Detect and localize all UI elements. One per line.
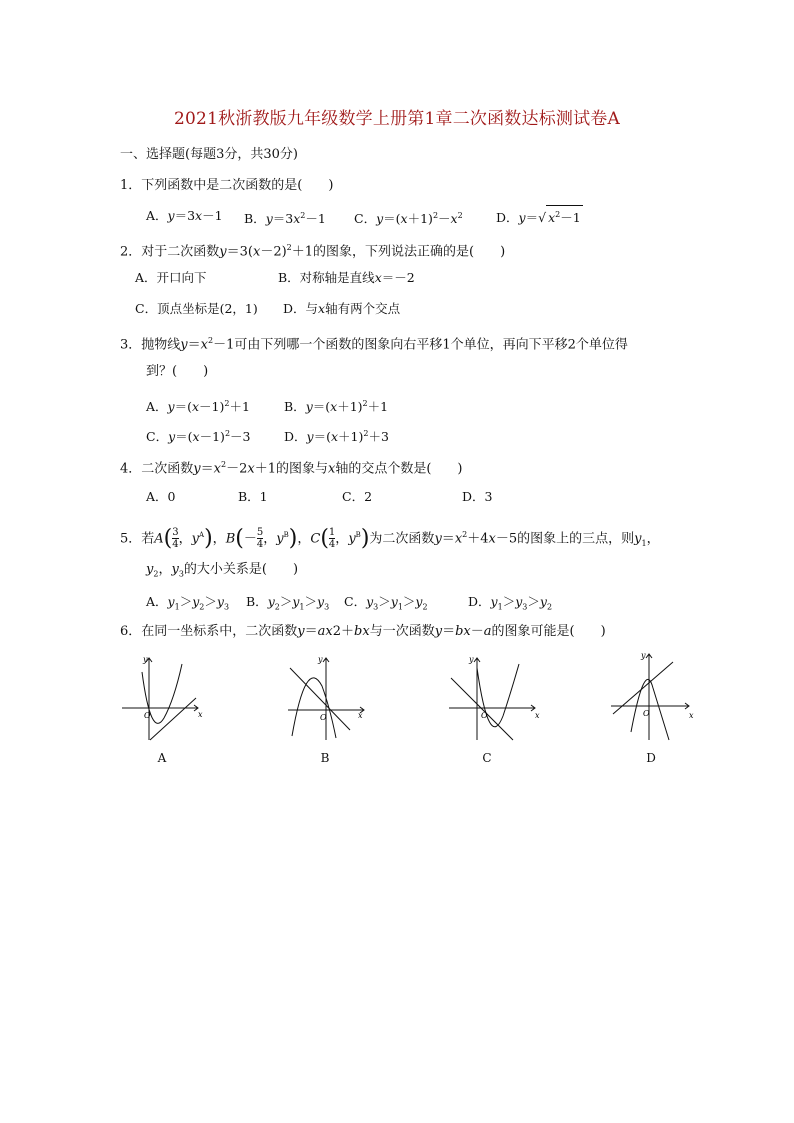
- svg-text:O: O: [481, 711, 488, 720]
- graph-b-label: B: [320, 751, 330, 765]
- question-4-stem: 4．二次函数$y=x^2-2x+1$的图象与x轴的交点个数是( ): [120, 460, 463, 477]
- q5-option-b[interactable]: B．$y_2>y_1>y_3$: [246, 594, 330, 612]
- question-6-stem: 6．在同一坐标系中，二次函数y＝ax2＋bx与一次函数y＝bx－a的图象可能是( ): [120, 624, 606, 639]
- q5-option-c[interactable]: C．$y_3>y_1>y_2$: [344, 594, 428, 612]
- q2-option-c[interactable]: C．顶点坐标是(2，1): [135, 301, 258, 316]
- q1-option-d[interactable]: D．y＝√ $x^2-1$: [496, 205, 583, 227]
- graph-a-label: A: [157, 751, 167, 765]
- svg-text:x: x: [535, 711, 540, 720]
- question-2-stem: 2．对于二次函数$y=3(x-2)^2+1$的图象，下列说法正确的是( ): [120, 243, 506, 260]
- q1-option-a[interactable]: A．y＝3x－1: [146, 208, 223, 223]
- q4-option-c[interactable]: C．2: [342, 489, 373, 504]
- question-3-stem: 3．抛物线$y=x^2-1$可由下列哪一个函数的图象向右平移1个单位，再向下平移2个单位得: [120, 336, 628, 353]
- graph-a[interactable]: [120, 652, 206, 742]
- graph-c-label: C: [482, 751, 492, 765]
- q2-option-d[interactable]: D．与x轴有两个交点: [283, 301, 401, 316]
- svg-text:O: O: [643, 709, 650, 718]
- graph-d[interactable]: [609, 648, 699, 742]
- line: [150, 698, 196, 740]
- q4-option-b[interactable]: B．1: [238, 489, 268, 504]
- svg-text:x: x: [358, 711, 363, 720]
- q4-option-a[interactable]: A．0: [146, 489, 176, 504]
- svg-text:y: y: [318, 655, 323, 664]
- question-5-stem: 5．若A( $\frac{3}{4}$ ，$y^A$)，B(－ $\frac{5}{4}$ ，$y^B$)，C( $\frac{1}{4}$ ，$y^B$)为二次函数$y=x^2+4x-5$的图象上的三点，则$y_1$，: [120, 525, 660, 551]
- page-title: 2021秋浙教版九年级数学上册第1章二次函数达标测试卷A: [174, 109, 620, 129]
- q5-option-a[interactable]: A．$y_1>y_2>y_3$: [146, 594, 230, 612]
- q3-option-c[interactable]: C．$y=(x-1)^2-3$: [146, 429, 251, 445]
- q5-option-d[interactable]: D．$y_1>y_3>y_2$: [468, 594, 553, 612]
- q3-option-a[interactable]: A．$y=(x-1)^2+1$: [146, 399, 250, 415]
- origin-label: O: [144, 711, 151, 720]
- q4-option-d[interactable]: D．3: [462, 489, 493, 504]
- question-3-stem-continued: 到？( ): [146, 364, 209, 379]
- question-1-stem: 1．下列函数中是二次函数的是( ): [120, 178, 334, 193]
- svg-text:y: y: [469, 655, 474, 664]
- svg-text:O: O: [320, 713, 327, 722]
- q1-option-c[interactable]: C．$y=(x+1)^2-x^2$: [354, 211, 463, 227]
- q3-option-d[interactable]: D．$y=(x+1)^2+3$: [284, 429, 389, 445]
- question-5-stem-continued: $y_2$，$y_3$的大小关系是( ): [146, 562, 299, 579]
- graph-b[interactable]: [286, 652, 372, 742]
- q3-option-b[interactable]: B．$y=(x+1)^2+1$: [284, 399, 389, 415]
- svg-text:y: y: [641, 651, 646, 660]
- graph-d-label: D: [646, 751, 656, 765]
- x-label: x: [198, 710, 203, 719]
- section-heading: 一、选择题(每题3分，共30分): [120, 147, 298, 162]
- svg-text:x: x: [689, 711, 694, 720]
- q2-option-b[interactable]: B．对称轴是直线x＝－2: [278, 270, 415, 285]
- q1-option-b[interactable]: B．$y=3x^2-1$: [244, 211, 326, 227]
- q2-option-a[interactable]: A．开口向下: [135, 270, 207, 285]
- y-label: y: [143, 655, 148, 664]
- graph-c[interactable]: [447, 652, 543, 742]
